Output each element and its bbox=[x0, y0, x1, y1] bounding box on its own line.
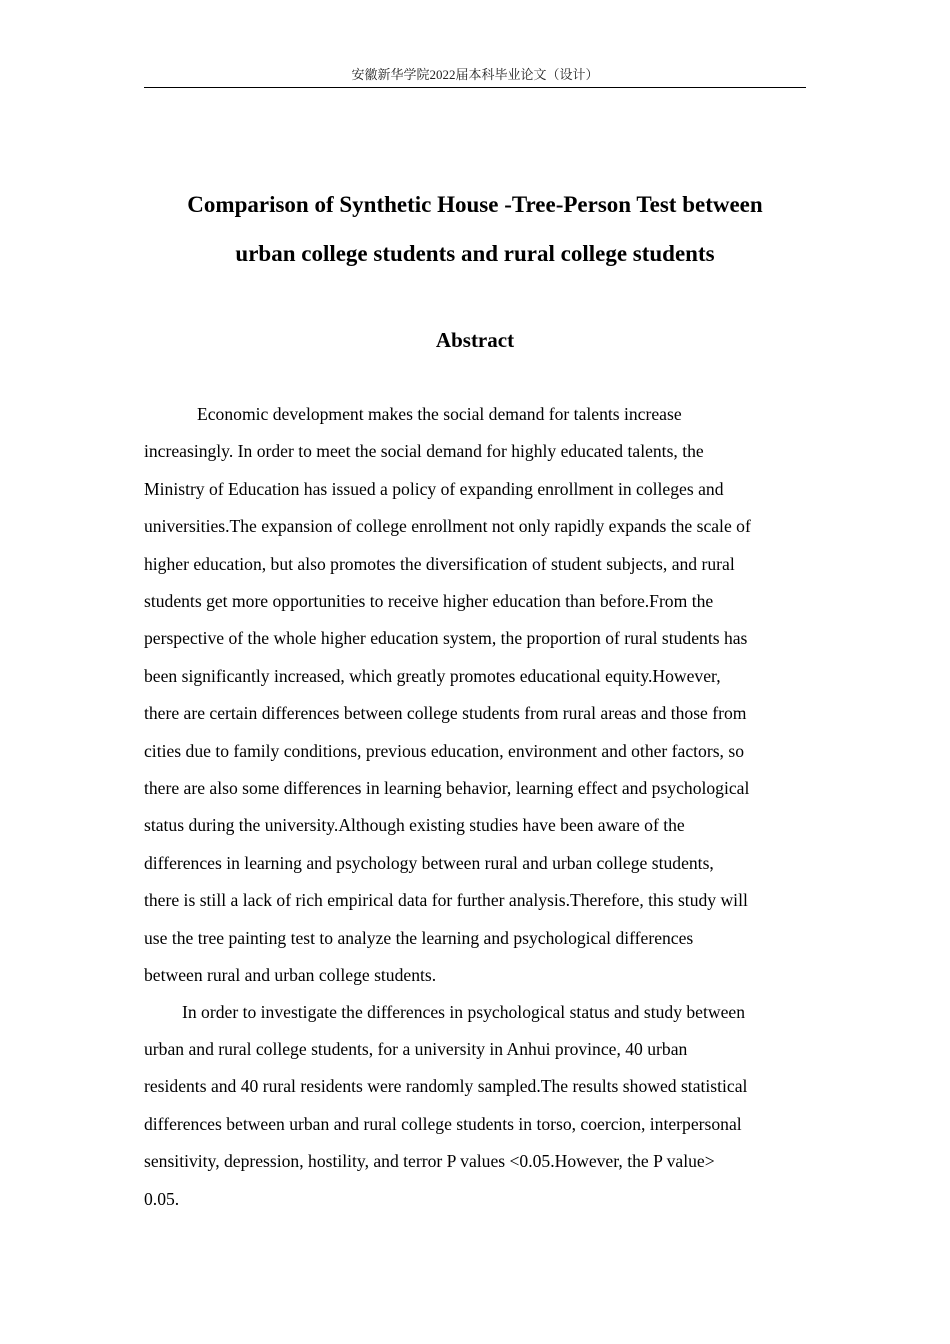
paragraph-line: students get more opportunities to receive higher education than before.From the bbox=[144, 591, 714, 612]
paragraph-line: between rural and urban college students. bbox=[144, 965, 437, 986]
paragraph-line: there is still a lack of rich empirical data for further analysis.Therefore, this study will bbox=[144, 890, 748, 911]
abstract-paragraph-2 bbox=[144, 994, 808, 1218]
paragraph-line: increasingly. In order to meet the social demand for highly educated talents, the bbox=[144, 441, 704, 462]
paragraph-line: sensitivity, depression, hostility, and terror P values <0.05.However, the P value> bbox=[144, 1151, 715, 1172]
abstract-body bbox=[144, 396, 808, 1218]
paragraph-line: there are also some differences in learning behavior, learning effect and psychological bbox=[144, 778, 750, 799]
paragraph-line: cities due to family conditions, previous education, environment and other factors, so bbox=[144, 740, 744, 761]
thesis-title bbox=[120, 180, 830, 278]
paragraph-line: status during the university.Although existing studies have been aware of the bbox=[144, 815, 685, 836]
paragraph-line: perspective of the whole higher education system, the proportion of rural students has bbox=[144, 628, 748, 649]
header-rule bbox=[144, 87, 806, 88]
paragraph-line: differences between urban and rural college students in torso, coercion, interpersonal bbox=[144, 1113, 742, 1134]
paragraph-line: 0.05. bbox=[144, 1188, 180, 1209]
paragraph-line: been significantly increased, which greatly promotes educational equity.However, bbox=[144, 665, 721, 686]
paragraph-line: there are certain differences between college students from rural areas and those from bbox=[144, 703, 747, 724]
running-header: 安徽新华学院2022届本科毕业论文（设计） bbox=[351, 67, 599, 82]
abstract-heading: Abstract bbox=[435, 328, 515, 352]
paragraph-line: use the tree painting test to analyze the learning and psychological differences bbox=[144, 927, 694, 948]
thesis-title-line-1: Comparison of Synthetic House -Tree-Person Test between bbox=[187, 192, 763, 217]
paragraph-line: higher education, but also promotes the diversification of student subjects, and rural bbox=[144, 553, 735, 574]
thesis-title-line-2: urban college students and rural college students bbox=[235, 241, 715, 266]
paragraph-line: universities.The expansion of college enrollment not only rapidly expands the scale of bbox=[144, 516, 751, 537]
paragraph-line: urban and rural college students, for a university in Anhui province, 40 urban bbox=[144, 1038, 688, 1059]
paragraph-line: Ministry of Education has issued a policy of expanding enrollment in colleges and bbox=[144, 478, 724, 499]
paragraph-line: differences in learning and psychology between rural and urban college students, bbox=[144, 852, 714, 873]
abstract-paragraph-1 bbox=[144, 396, 808, 995]
paragraph-line: Economic development makes the social demand for talents increase bbox=[197, 404, 682, 424]
paragraph-line: In order to investigate the differences in psychological status and study between bbox=[182, 1001, 745, 1022]
paragraph-line: residents and 40 rural residents were randomly sampled.The results showed statistical bbox=[144, 1076, 748, 1097]
